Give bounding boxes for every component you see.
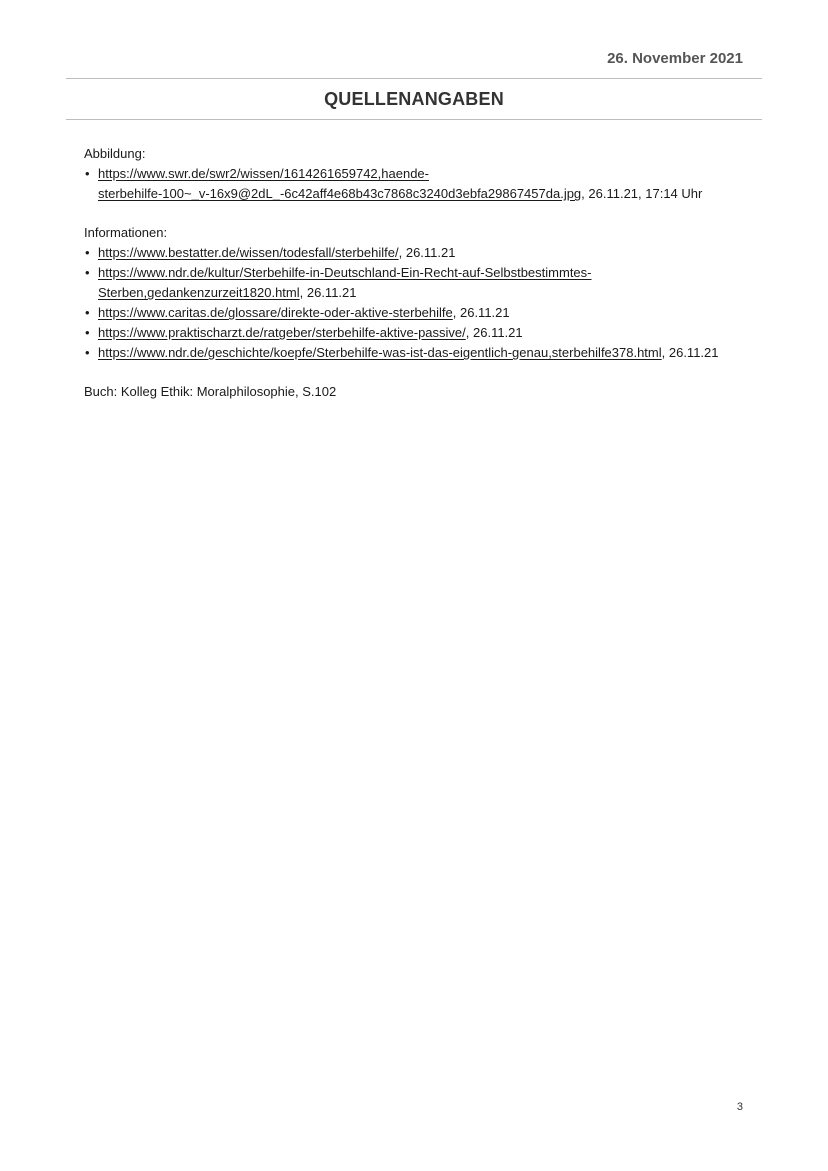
list-item bbox=[84, 303, 734, 323]
title-divider bbox=[66, 119, 762, 120]
informationen-list bbox=[84, 243, 734, 363]
list-item bbox=[84, 323, 734, 343]
sources-content bbox=[84, 144, 734, 402]
top-divider bbox=[66, 78, 762, 79]
source-link[interactable]: https://www.swr.de/swr2/wissen/1614261659742,haende- sterbehilfe-100~_v-16x9@2dL_-6c42aff4e68b43c7868c3240d3ebfa29867457da.jpg bbox=[98, 166, 582, 201]
bullet-icon: • bbox=[85, 305, 90, 320]
header-date: 26. November 2021 bbox=[607, 50, 743, 67]
source-link[interactable]: https://www.bestatter.de/wissen/todesfall/sterbehilfe/ bbox=[98, 245, 399, 260]
source-date: , 26.11.21 bbox=[398, 245, 456, 260]
page-title: QUELLENANGABEN bbox=[324, 89, 504, 109]
source-link[interactable]: https://www.praktischarzt.de/ratgeber/sterbehilfe-aktive-passive/ bbox=[98, 325, 466, 340]
list-item bbox=[84, 164, 734, 204]
source-link[interactable]: https://www.ndr.de/kultur/Sterbehilfe-in-Deutschland-Ein-Recht-auf-Selbstbestimmtes- Sterben,gedankenzurzeit1820.html bbox=[98, 265, 592, 300]
bullet-icon: • bbox=[85, 245, 90, 260]
list-item bbox=[84, 263, 734, 303]
book-reference: Buch: Kolleg Ethik: Moralphilosophie, S.102 bbox=[84, 384, 337, 399]
source-date: , 26.11.21 bbox=[661, 345, 719, 360]
abbildung-list bbox=[84, 164, 734, 204]
bullet-icon: • bbox=[85, 345, 90, 360]
source-link[interactable]: https://www.caritas.de/glossare/direkte-oder-aktive-sterbehilfe bbox=[98, 305, 453, 320]
source-date: , 26.11.21 bbox=[452, 305, 510, 320]
abbildung-label: Abbildung: bbox=[84, 146, 146, 161]
page-number: 3 bbox=[736, 1101, 743, 1113]
bullet-icon: • bbox=[85, 265, 90, 280]
list-item bbox=[84, 243, 734, 263]
source-date: , 26.11.21 bbox=[299, 285, 357, 300]
bullet-icon: • bbox=[85, 166, 90, 181]
informationen-label: Informationen: bbox=[84, 225, 168, 240]
source-date: , 26.11.21, 17:14 Uhr bbox=[581, 186, 703, 201]
source-date: , 26.11.21 bbox=[465, 325, 523, 340]
source-link[interactable]: https://www.ndr.de/geschichte/koepfe/Sterbehilfe-was-ist-das-eigentlich-genau,sterbehilfe378.html bbox=[98, 345, 662, 360]
list-item bbox=[84, 343, 734, 363]
bullet-icon: • bbox=[85, 325, 90, 340]
